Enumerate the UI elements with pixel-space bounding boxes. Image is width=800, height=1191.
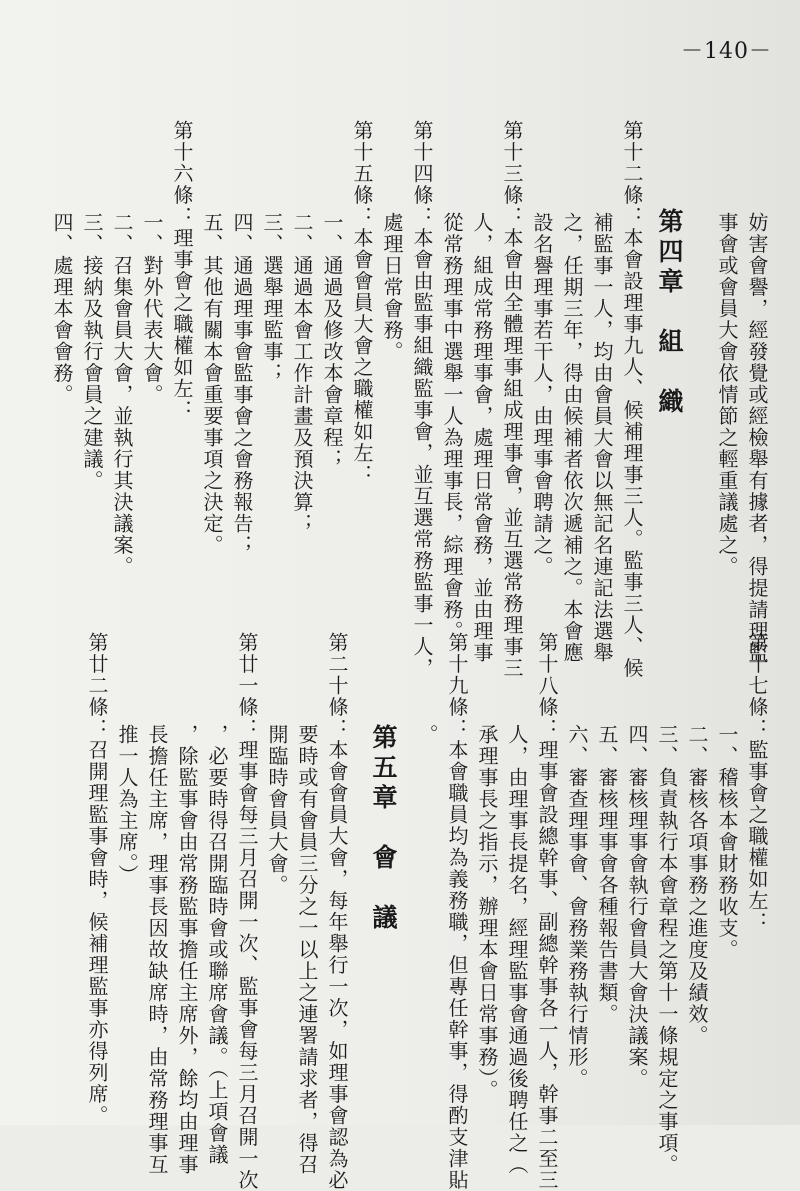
page-number: －140－ — [681, 39, 772, 64]
text-column: 三、接納及執行會員之建議。 — [80, 212, 104, 492]
text-column: 三、選舉理監事； — [260, 212, 284, 384]
text-column: 第廿二條：召開理監事會時，候補理監事亦得列席。 — [85, 632, 109, 1127]
text-column: 處理日常會務。 — [380, 212, 404, 363]
text-column: 五、其他有關本會重要事項之決定。 — [200, 212, 224, 556]
text-column: 四、處理本會會務。 — [50, 212, 74, 406]
text-column: 人，組成常務理事會，處理日常會務，並由理事 — [470, 212, 494, 664]
text-column: 開臨時會員大會。 — [265, 724, 289, 896]
text-column: 一、稽核本會財務收支。 — [715, 724, 739, 961]
text-column: 要時或有會員三分之一以上之連署請求者，得召 — [295, 724, 319, 1176]
text-column: 事會或會員大會依情節之輕重議處之。 — [715, 212, 739, 578]
chapter-heading: 第五章 會 議 — [369, 724, 398, 934]
text-column: 。 — [415, 724, 439, 746]
text-column: 人，由理事長提名，經理監事會通過後聘任之（ — [505, 724, 529, 1176]
text-column: 承理事長之指示，辦理本會日常事務）。 — [475, 724, 499, 1101]
text-column: 五、審核理事會各種報告書類。 — [595, 724, 619, 1025]
text-column: ，必要時得召開臨時會或聯席會議。（上項會議 — [205, 724, 229, 1166]
text-column: 第十七條：監事會之職權如左： — [745, 632, 769, 933]
text-column: 之，任期三年，得由候補者依次遞補之。本會應 — [560, 212, 584, 664]
text-column: 長擔任主席，理事長因故缺席時，由常務理事互 — [145, 724, 169, 1176]
text-column: 第十六條：理事會之職權如左： — [170, 120, 194, 421]
text-column: 二、召集會員大會，並執行其決議案。 — [110, 212, 134, 578]
text-column: 第廿一條：理事會每三月召開一次、監事會每三月召開一次 — [235, 632, 259, 1191]
text-column: 四、審核理事會執行會員大會決議案。 — [625, 724, 649, 1090]
text-column: 二、通過本會工作計畫及預決算； — [290, 212, 314, 535]
text-column: 第十八條：理事會設總幹事、副總幹事各一人，幹事二至三 — [535, 632, 559, 1191]
text-column: ，除監事會由常務監事擔任主席外，餘均由理事 — [175, 724, 199, 1176]
text-column: 二、審核各項事務之進度及績效。 — [685, 724, 709, 1047]
text-column: 第十五條：本會會員大會之職權如左： — [350, 120, 374, 486]
chapter-heading: 第四章 組 織 — [655, 208, 684, 418]
text-column: 一、通過及修改本會章程； — [320, 212, 344, 470]
text-column: 推一人為主席。） — [115, 724, 139, 886]
text-column: 第十四條：本會由監事組織監事會，並互選常務監事一人， — [410, 120, 434, 679]
text-column: 妨害會譽，經發覺或經檢舉有據者，得提請理監 — [745, 212, 769, 664]
text-column: 第十三條：本會由全體理事組成理事會，並互選常務理事三 — [500, 120, 524, 679]
text-column: 六、審查理事會、會務業務執行情形。 — [565, 724, 589, 1090]
text-column: 設名譽理事若干人，由理事會聘請之。 — [530, 212, 554, 578]
text-column: 第十九條：本會職員均為義務職，但專任幹事，得酌支津貼 — [445, 632, 469, 1191]
text-column: 第二十條：本會會員大會，每年舉行一次，如理事會認為必 — [325, 632, 349, 1191]
text-column: 一、對外代表大會。 — [140, 212, 164, 406]
text-column: 三、負責執行本會章程之第十一條規定之事項。 — [655, 724, 679, 1176]
text-column: 四、通過理事會監事會之會務報告； — [230, 212, 254, 556]
text-column: 第十二條：本會設理事九人、候補理事三人。監事三人、候 — [620, 120, 644, 679]
text-column: 補監事一人，均由會員大會以無記名連記法選舉 — [590, 212, 614, 664]
text-column: 從常務理事中選舉一人為理事長，綜理會務。 — [440, 212, 464, 642]
